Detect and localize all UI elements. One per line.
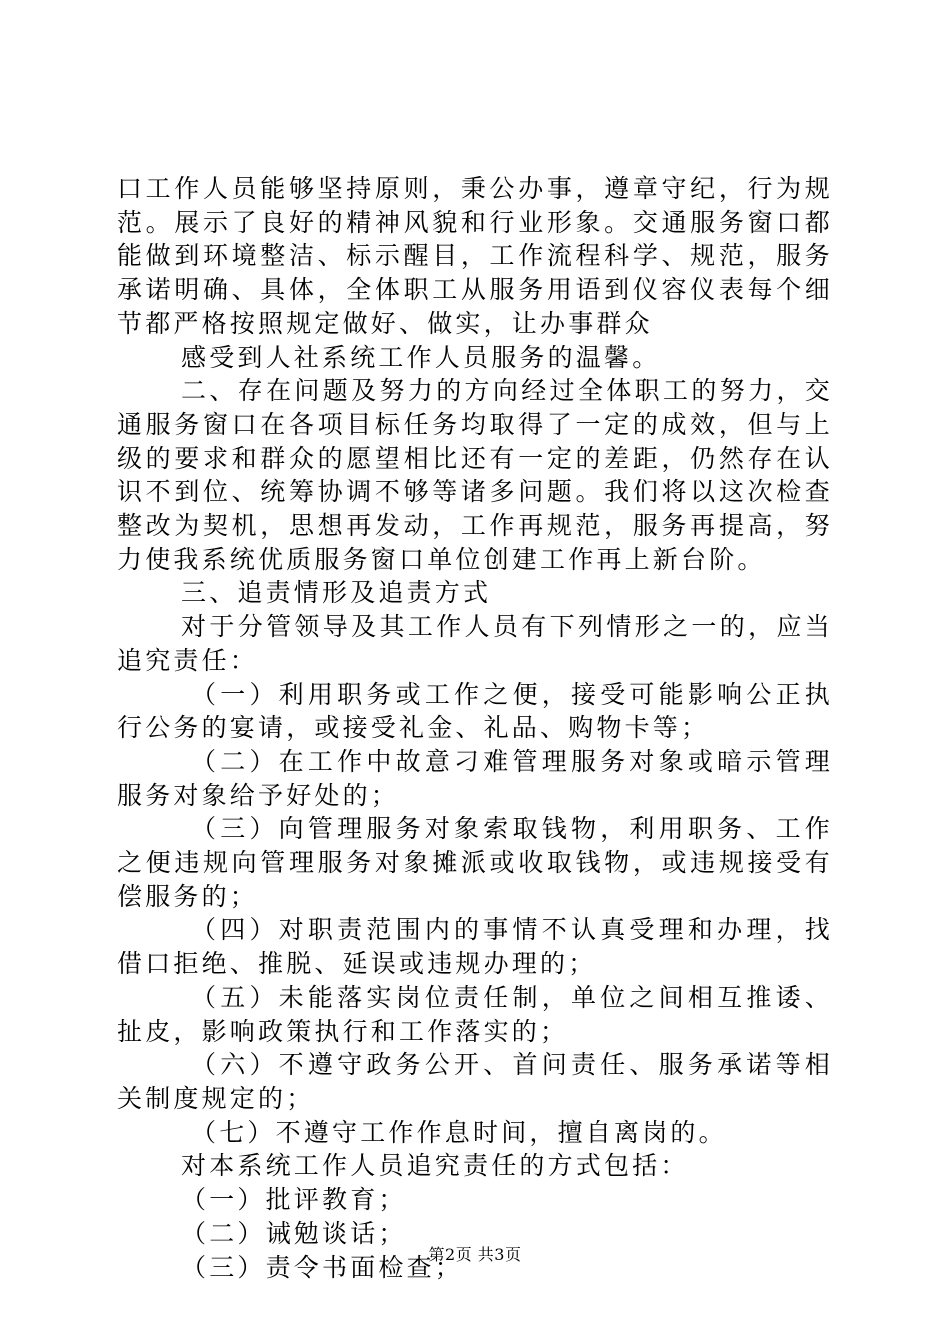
document-body (117, 172, 833, 1284)
list-item-case-3: （三）向管理服务对象索取钱物，利用职务、工作之便违规向管理服务对象摊派或收取钱物，或违规接受有偿服务的； (117, 814, 833, 911)
paragraph-methods-intro: 对本系统工作人员追究责任的方式包括： (181, 1151, 689, 1181)
list-item-method-2: （二）诫勉谈话； (181, 1218, 407, 1248)
list-item-method-1: （一）批评教育； (181, 1185, 407, 1215)
paragraph-warmth: 感受到人社系统工作人员服务的温馨。 (181, 342, 661, 372)
paragraph-service-window: 口工作人员能够坚持原则，秉公办事，遵章守纪，行为规范。展示了良好的精神风貌和行业形象。交通服务窗口都能做到环境整洁、标示醒目，工作流程科学、规范，服务承诺明确、具体，全体职工从服务用语到仪容仪表每个细节都严格按照规定做好、做实，让办事群众 (117, 174, 833, 338)
list-item-case-6: （六）不遵守政务公开、首问责任、服务承诺等相关制度规定的； (117, 1050, 833, 1113)
paragraph-problems-direction: 二、存在问题及努力的方向经过全体职工的努力，交通服务窗口在各项目标任务均取得了一定的成效，但与上级的要求和群众的愿望相比还有一定的差距，仍然存在认识不到位、统筹协调不够等诸多问题。我们将以这次检查整改为契机，思想再发动，工作再规范，服务再提高，努力使我系统优质服务窗口单位创建工作再上新台阶。 (117, 376, 833, 574)
paragraph-accountability-intro: 对于分管领导及其工作人员有下列情形之一的，应当追究责任： (117, 612, 833, 675)
list-item-case-4: （四）对职责范围内的事情不认真受理和办理，找借口拒绝、推脱、延误或违规办理的； (117, 915, 833, 979)
section-heading-accountability: 三、追责情形及追责方式 (181, 578, 492, 608)
list-item-method-3: （三）责令书面检查； (181, 1252, 464, 1282)
page-number-footer: 第2页 共3页 (428, 1245, 522, 1264)
list-item-case-1: （一）利用职务或工作之便，接受可能影响公正执行公务的宴请，或接受礼金、礼品、购物卡等； (117, 679, 833, 743)
list-item-case-2: （二）在工作中故意刁难管理服务对象或暗示管理服务对象给予好处的； (117, 746, 833, 810)
list-item-case-5: （五）未能落实岗位责任制，单位之间相互推诿、扯皮，影响政策执行和工作落实的； (117, 982, 833, 1046)
list-item-case-7: （七）不遵守工作作息时间，擅自离岗的。 (191, 1117, 727, 1147)
